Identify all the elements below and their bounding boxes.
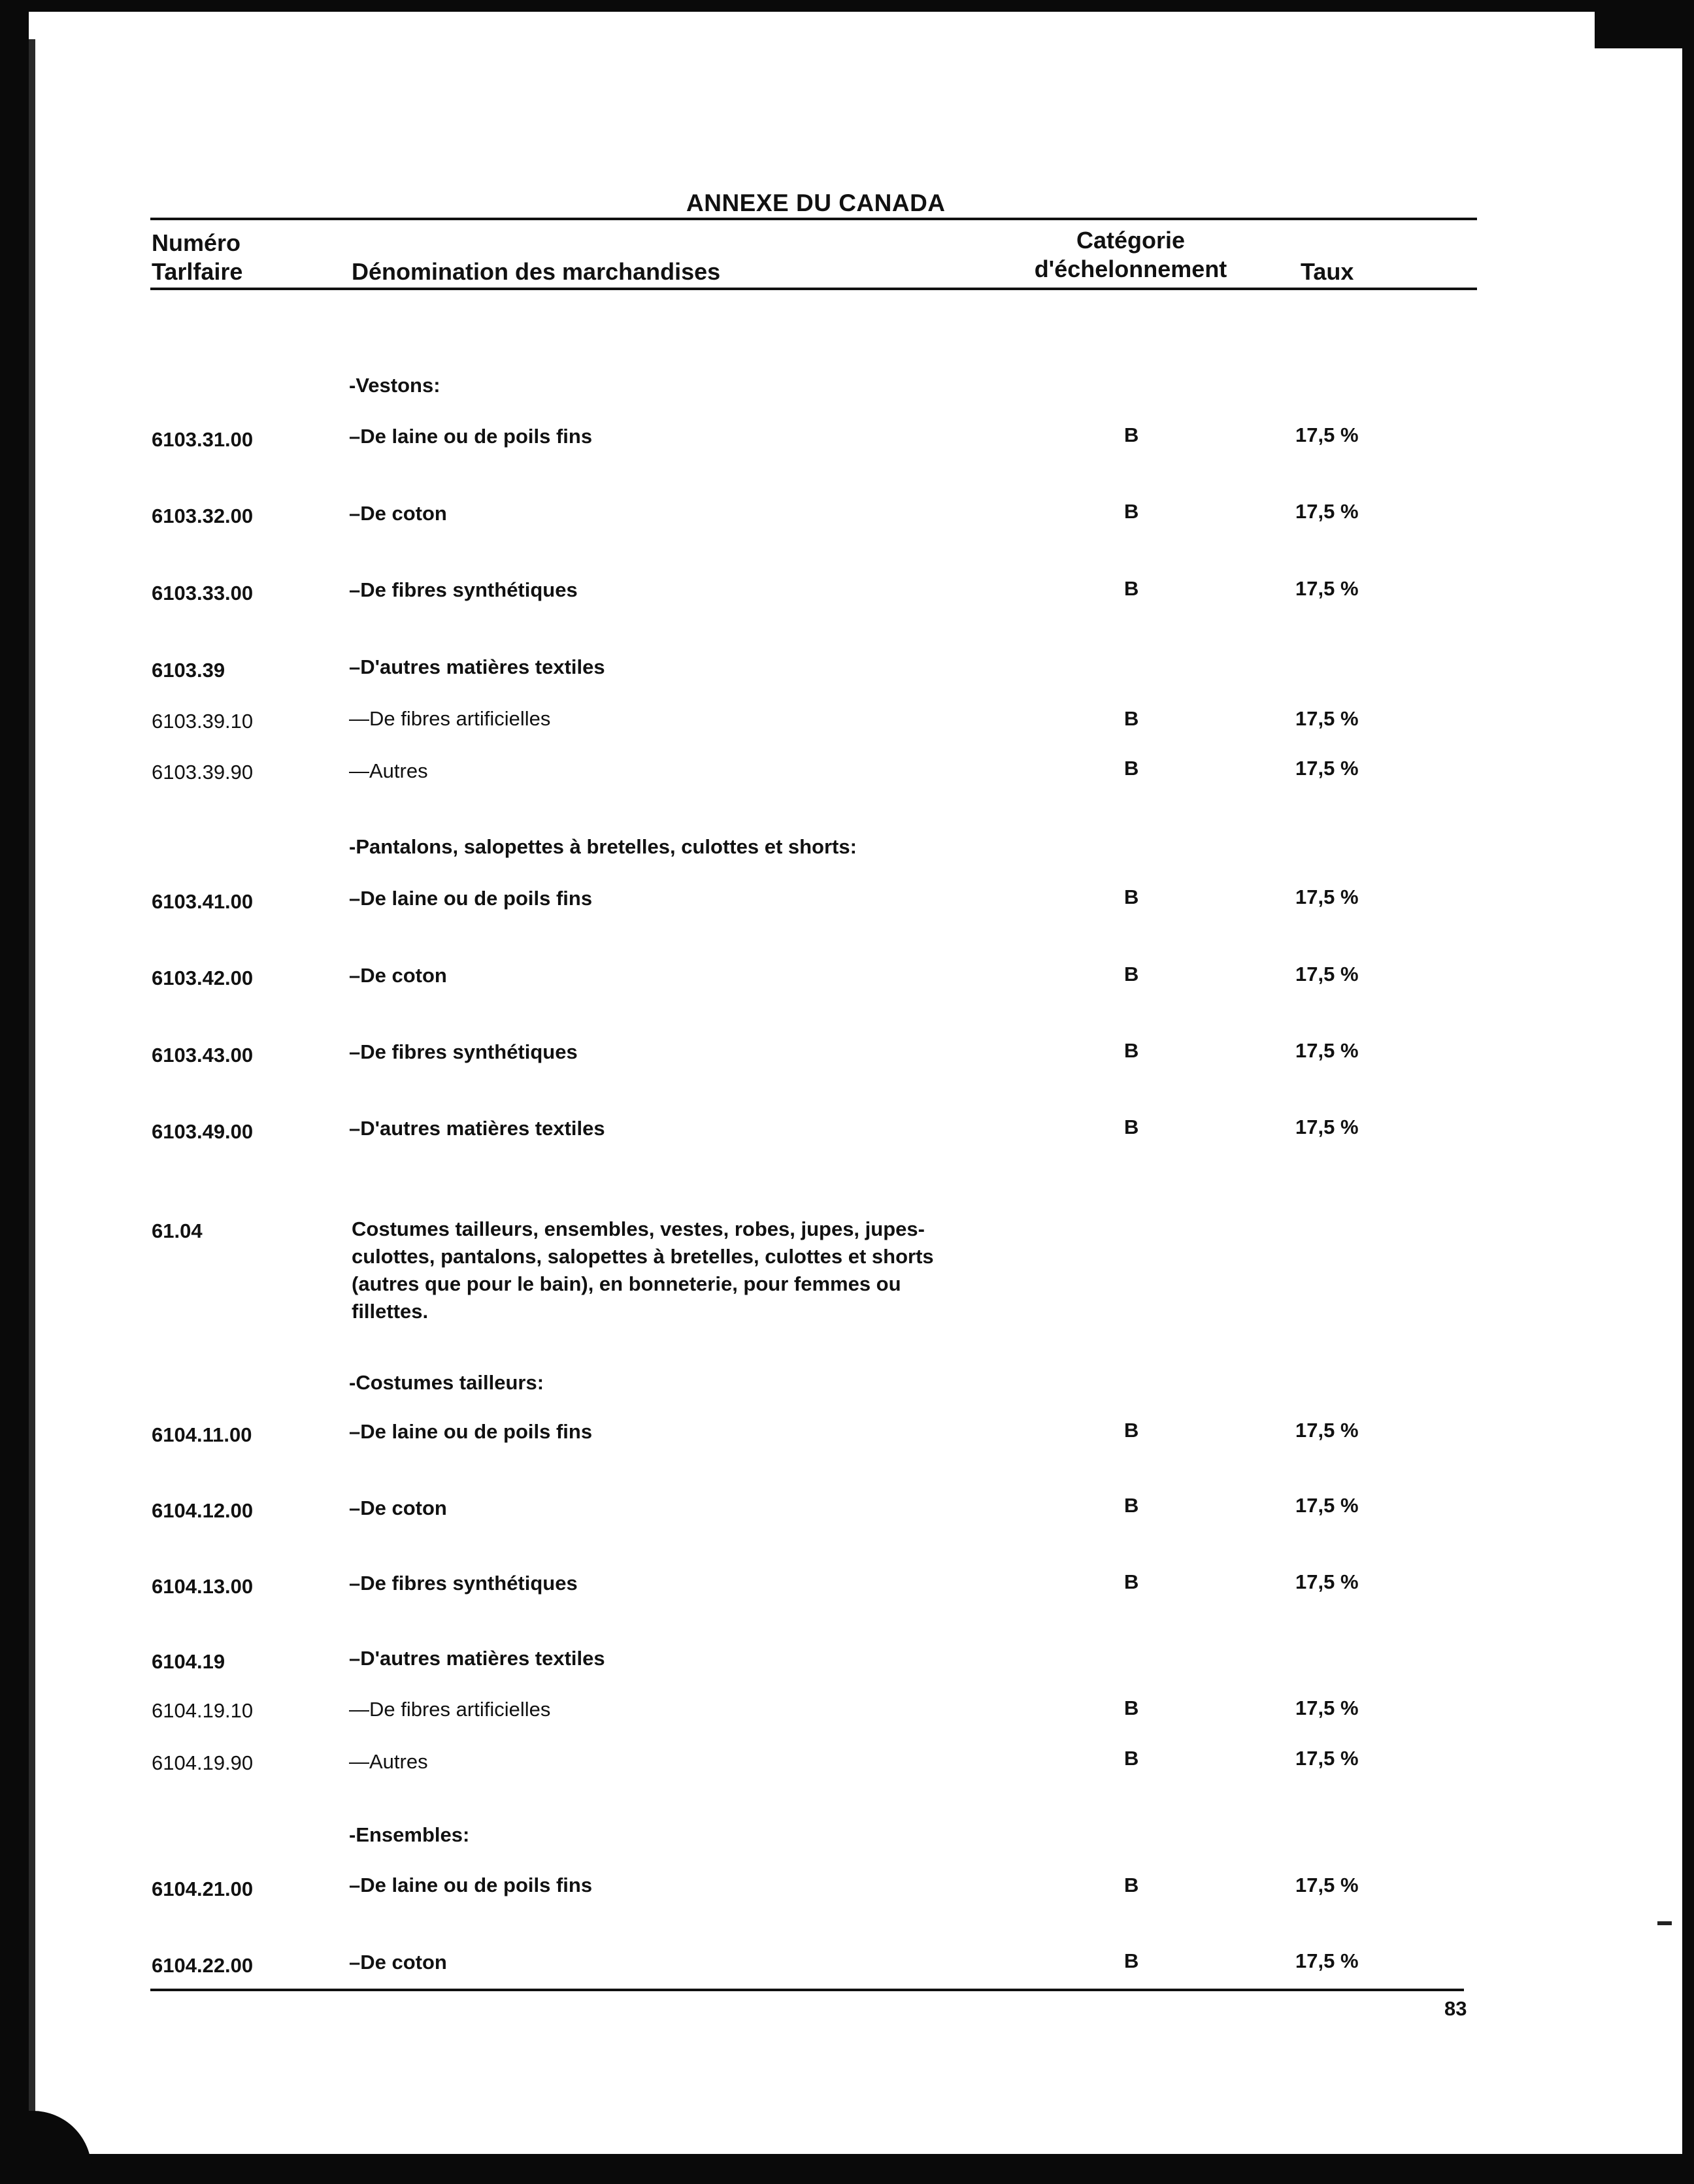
goods-description: –De laine ou de poils fins: [349, 887, 593, 910]
header-tariff-line1: Numéro: [152, 229, 241, 256]
goods-description: –De fibres synthétiques: [349, 1572, 578, 1595]
goods-description: –De fibres synthétiques: [349, 1040, 578, 1063]
staging-category: B: [1124, 885, 1139, 908]
staging-category: B: [1124, 1874, 1139, 1896]
goods-description: –De coton: [349, 1497, 447, 1519]
scan-edge-mark: [1657, 1921, 1672, 1925]
staging-category: B: [1124, 707, 1139, 730]
staging-category: B: [1124, 1949, 1139, 1972]
tariff-code: 6103.39.10: [152, 710, 254, 733]
header-bottom-rule: [150, 288, 1477, 290]
section-heading-costumes: -Costumes tailleurs:: [349, 1371, 544, 1394]
goods-description: —Autres: [349, 759, 428, 782]
header-category-line1: Catégorie: [1076, 227, 1186, 254]
goods-description: –De coton: [349, 502, 447, 525]
goods-description: —Autres: [349, 1750, 428, 1773]
goods-description: —De fibres artificielles: [349, 1698, 551, 1721]
staging-category: B: [1124, 1494, 1139, 1517]
scan-border-top: [0, 0, 1694, 12]
staging-category: B: [1124, 1116, 1139, 1138]
header-rate: Taux: [1301, 258, 1354, 285]
scan-corner-bottom-left: [0, 2111, 91, 2184]
tariff-code: 6103.41.00: [152, 890, 254, 913]
tariff-rate: 17,5 %: [1295, 1696, 1359, 1719]
staging-category: B: [1124, 577, 1139, 600]
tariff-code: 6104.19.90: [152, 1751, 254, 1774]
tariff-rate: 17,5 %: [1295, 1039, 1359, 1062]
tariff-rate: 17,5 %: [1295, 1874, 1359, 1896]
header-tariff-number: [152, 229, 242, 286]
tariff-code: 6104.13.00: [152, 1575, 254, 1598]
scan-corner-top-right: [1595, 0, 1694, 48]
header-top-rule: [150, 218, 1477, 220]
section-heading-pantalons: -Pantalons, salopettes à bretelles, culottes et shorts:: [349, 835, 857, 858]
goods-description: –De coton: [349, 1951, 447, 1974]
goods-description: –De laine ou de poils fins: [349, 1420, 593, 1443]
scan-border-bottom: [0, 2154, 1694, 2184]
goods-description: –D'autres matières textiles: [349, 1647, 605, 1670]
staging-category: B: [1124, 1419, 1139, 1442]
header-description: Dénomination des marchandises: [352, 258, 721, 285]
tariff-rate: 17,5 %: [1295, 1419, 1359, 1442]
goods-description: –D'autres matières textiles: [349, 655, 605, 678]
staging-category: B: [1124, 1039, 1139, 1062]
header-tariff-line2: Tarlfaire: [152, 258, 243, 285]
tariff-code: 6104.11.00: [152, 1423, 252, 1446]
heading-description-6104: Costumes tailleurs, ensembles, vestes, robes, jupes, jupes-culottes, pantalons, salopettes à bretelles, culottes et shorts (autres que pour le bain), en bonneterie, pour femmes ou fillettes.: [352, 1217, 934, 1323]
scan-border-left: [0, 0, 29, 2184]
goods-description: –D'autres matières textiles: [349, 1117, 605, 1140]
section-heading-vestons: -Vestons:: [349, 374, 440, 397]
section-heading-ensembles: -Ensembles:: [349, 1823, 470, 1846]
tariff-rate: 17,5 %: [1295, 1949, 1359, 1972]
staging-category: B: [1124, 963, 1139, 985]
page-number: 83: [1444, 1997, 1467, 2020]
tariff-code: 6103.39.90: [152, 761, 254, 784]
tariff-rate: 17,5 %: [1295, 577, 1359, 600]
staging-category: B: [1124, 500, 1139, 523]
goods-description: –De coton: [349, 964, 447, 987]
tariff-rate: 17,5 %: [1295, 707, 1359, 730]
staging-category: B: [1124, 1747, 1139, 1770]
header-category: [1006, 226, 1255, 284]
tariff-code: 6103.33.00: [152, 582, 254, 604]
tariff-code: 6103.42.00: [152, 967, 254, 989]
goods-description: –De laine ou de poils fins: [349, 1874, 593, 1896]
tariff-code: 6103.43.00: [152, 1044, 254, 1067]
tariff-code: 6103.39: [152, 659, 225, 682]
tariff-code: 6103.49.00: [152, 1120, 254, 1143]
tariff-rate: 17,5 %: [1295, 1494, 1359, 1517]
goods-description: –De laine ou de poils fins: [349, 425, 593, 448]
tariff-code: 6104.19: [152, 1650, 225, 1673]
heading-code-6104: 61.04: [152, 1219, 203, 1242]
tariff-code: 6104.21.00: [152, 1878, 254, 1900]
staging-category: B: [1124, 757, 1139, 780]
tariff-code: 6104.12.00: [152, 1499, 254, 1522]
header-category-line2: d'échelonnement: [1034, 256, 1227, 282]
tariff-code: 6104.19.10: [152, 1699, 254, 1722]
staging-category: B: [1124, 423, 1139, 446]
scan-border-right: [1682, 0, 1694, 2184]
tariff-rate: 17,5 %: [1295, 423, 1359, 446]
tariff-rate: 17,5 %: [1295, 1116, 1359, 1138]
page-title: ANNEXE DU CANADA: [686, 190, 946, 216]
staging-category: B: [1124, 1570, 1139, 1593]
tariff-rate: 17,5 %: [1295, 757, 1359, 780]
tariff-rate: 17,5 %: [1295, 1570, 1359, 1593]
scan-border-left-inner: [29, 39, 35, 2130]
tariff-rate: 17,5 %: [1295, 1747, 1359, 1770]
staging-category: B: [1124, 1696, 1139, 1719]
tariff-code: 6103.32.00: [152, 505, 254, 527]
tariff-code: 6104.22.00: [152, 1954, 254, 1977]
footer-rule: [150, 1989, 1464, 1991]
tariff-rate: 17,5 %: [1295, 885, 1359, 908]
goods-description: –De fibres synthétiques: [349, 578, 578, 601]
tariff-rate: 17,5 %: [1295, 963, 1359, 985]
tariff-rate: 17,5 %: [1295, 500, 1359, 523]
tariff-code: 6103.31.00: [152, 428, 254, 451]
goods-description: —De fibres artificielles: [349, 707, 551, 730]
